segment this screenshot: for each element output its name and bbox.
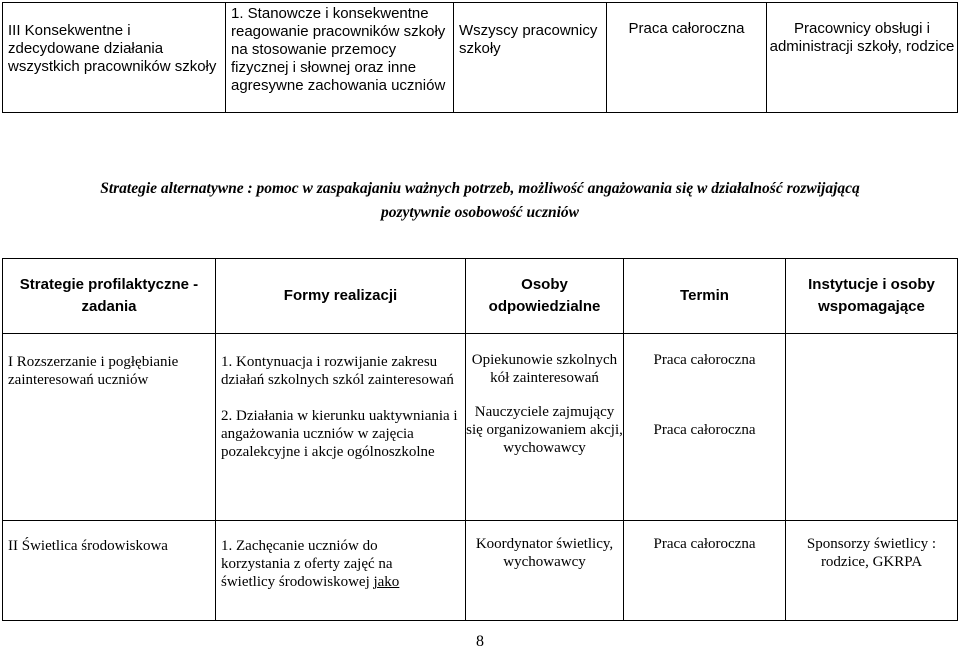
table-row [3, 521, 958, 621]
top-support-text: Pracownicy obsługi i administracji szkoły, rodzice [769, 20, 955, 55]
header-cell-term [624, 259, 786, 334]
support-text: Sponsorzy świetlicy : rodzice, GKRPA [806, 536, 937, 570]
top-strategy-text: III Konsekwentne i zdecydowane działania wszystkich pracowników szkoły [8, 22, 217, 75]
task-text: I Rozszerzanie i pogłębianie zainteresowań uczniów [8, 354, 179, 388]
support-cell [786, 521, 958, 621]
header-cell-forms [216, 259, 466, 334]
form-item [216, 535, 425, 591]
top-table [2, 2, 958, 113]
top-forms-text: 1. Stanowcze i konsekwentne reagowanie pracowników szkoły na stosowanie przemocy fizycznej i słownej oraz inne agresywne zachowania uczniów [231, 5, 446, 94]
responsible-item: Nauczyciele zajmujący się organizowaniem akcji, wychowawcy [466, 404, 623, 456]
support-cell [786, 334, 958, 521]
responsible-cell [466, 334, 624, 521]
term-item: Praca całoroczna [653, 352, 756, 368]
header-cell-responsible [466, 259, 624, 334]
page-number: 8 [476, 633, 484, 650]
responsible-item: Koordynator świetlicy, wychowawcy [475, 536, 614, 570]
strategies-heading-line1: Strategie alternatywne : pomoc w zaspakajaniu ważnych potrzeb, możliwość angażowania się w działalność rozwijającą [100, 180, 860, 197]
top-cell-term [607, 3, 767, 113]
term-item: Praca całoroczna [653, 422, 756, 438]
forms-cell [216, 521, 466, 621]
top-cell-forms [226, 3, 454, 113]
header-term: Termin [680, 287, 729, 304]
table-row [3, 334, 958, 521]
term-cell [624, 521, 786, 621]
form-item-tail: jako [373, 574, 400, 590]
main-table [2, 258, 958, 621]
task-cell [3, 334, 216, 521]
top-table-row [3, 3, 958, 113]
responsible-item: Opiekunowie szkolnych kół zainteresowań [471, 352, 618, 386]
header-tasks: Strategie profilaktyczne - zadania [19, 276, 199, 315]
form-item: 1. Kontynuacja i rozwijanie zakresu działań szkolnych szkól zainteresowań [221, 354, 454, 388]
top-term-text: Praca całoroczna [628, 20, 745, 37]
header-row [3, 259, 958, 334]
header-cell-tasks [3, 259, 216, 334]
form-item-text: 1. Zachęcanie uczniów do korzystania z oferty zajęć na świetlicy środowiskowej [221, 538, 393, 590]
form-item: 2. Działania w kierunku uaktywniania i angażowania uczniów w zajęcia pozalekcyjne i akcje ogólnoszkolne [221, 408, 458, 460]
responsible-cell [466, 521, 624, 621]
forms-cell [216, 334, 466, 521]
term-item: Praca całoroczna [653, 536, 756, 552]
task-text: II Świetlica środowiskowa [8, 538, 168, 554]
header-cell-support [786, 259, 958, 334]
strategies-heading [0, 177, 960, 225]
strategies-heading-line2: pozytywnie osobowość uczniów [380, 204, 580, 221]
top-responsible-text: Wszyscy pracownicy szkoły [459, 22, 598, 57]
task-cell [3, 521, 216, 621]
header-support: Instytucje i osoby wspomagające [808, 276, 935, 315]
top-cell-support [767, 3, 958, 113]
top-cell-responsible [454, 3, 607, 113]
term-cell [624, 334, 786, 521]
header-forms: Formy realizacji [283, 287, 398, 304]
top-cell-strategy [3, 3, 226, 113]
header-responsible: Osoby odpowiedzialne [488, 276, 601, 315]
